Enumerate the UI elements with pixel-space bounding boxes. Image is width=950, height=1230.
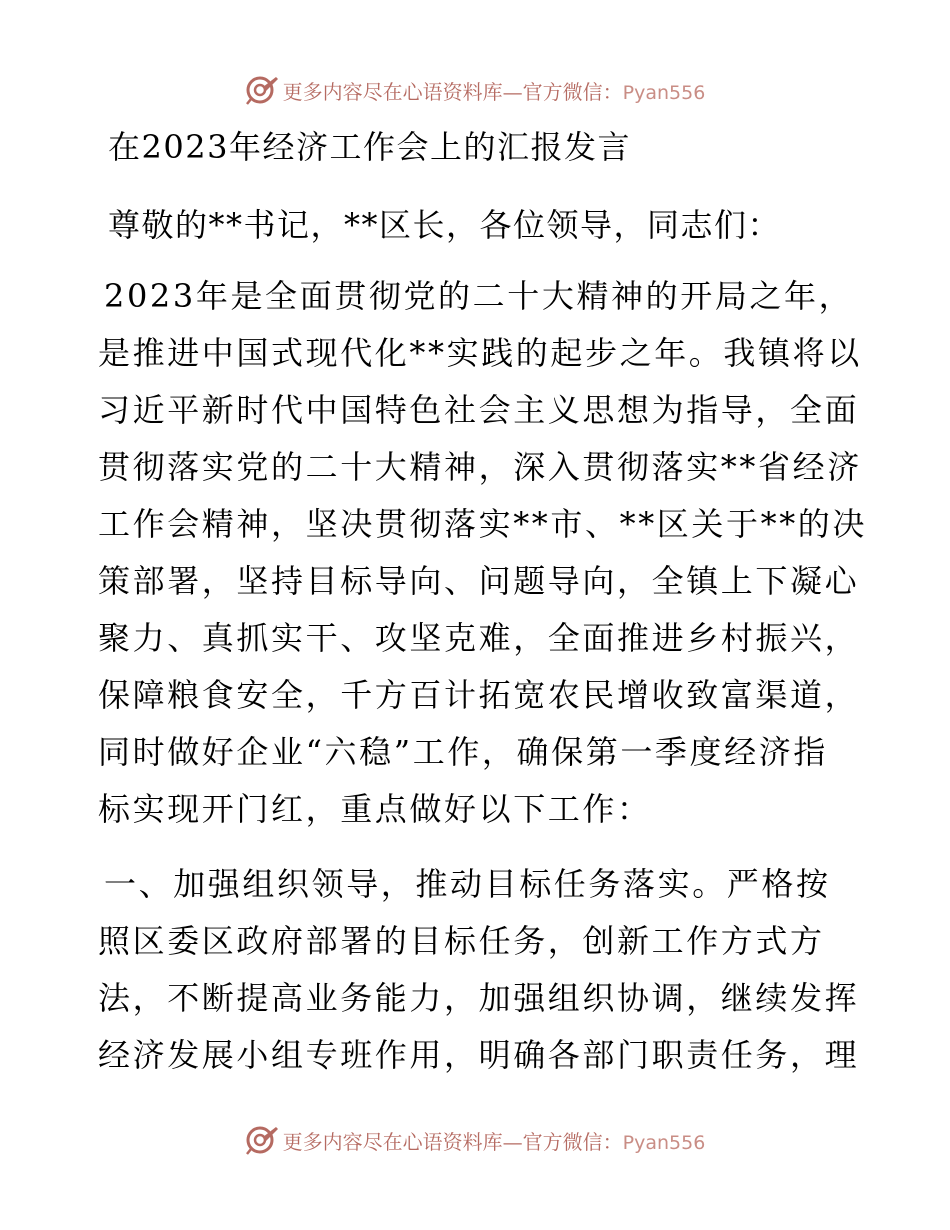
banner-wechat-id: Pyan556 <box>622 81 706 104</box>
pen-logo-icon <box>245 73 279 107</box>
paragraph-line: 经济发展小组专班作用，明确各部门职责任务，理 <box>98 1036 860 1074</box>
document-body <box>98 118 868 1084</box>
footer-watermark-banner <box>0 1120 950 1160</box>
paragraph-line: 法，不断提高业务能力，加强组织协调，继续发挥 <box>98 979 860 1017</box>
paragraph-2 <box>98 856 858 1084</box>
paragraph-line: 聚力、真抓实干、攻坚克难，全面推进乡村振兴， <box>98 619 860 657</box>
paragraph-line: 标实现开门红，重点做好以下工作： <box>98 790 652 828</box>
header-watermark-banner <box>0 70 950 110</box>
document-title: 在2023年经济工作会上的汇报发言 <box>108 128 631 166</box>
pen-logo-icon <box>245 1123 279 1157</box>
salutation: 尊敬的**书记，**区长，各位领导，同志们： <box>108 206 782 244</box>
paragraph-1 <box>98 268 868 838</box>
banner-slogan: 更多内容尽在心语资料库—官方微信： <box>282 79 623 104</box>
paragraph-line: 工作会精神，坚决贯彻落实**市、**区关于**的决 <box>98 505 868 543</box>
banner-wechat-id: Pyan556 <box>622 1131 706 1154</box>
paragraph-line: 2023年是全面贯彻党的二十大精神的开局之年， <box>104 277 854 315</box>
banner-text <box>283 1126 706 1155</box>
paragraph-line: 习近平新时代中国特色社会主义思想为指导，全面 <box>98 391 860 429</box>
paragraph-line: 保障粮食安全，千方百计拓宽农民增收致富渠道， <box>98 676 860 714</box>
paragraph-line: 同时做好企业“六稳”工作，确保第一季度经济指 <box>98 733 828 771</box>
paragraph-line: 贯彻落实党的二十大精神，深入贯彻落实**省经济 <box>98 448 862 486</box>
paragraph-line: 一、加强组织领导，推动目标任务落实。严格按 <box>104 865 831 903</box>
paragraph-line: 是推进中国式现代化**实践的起步之年。我镇将以 <box>98 334 862 372</box>
paragraph-line: 策部署，坚持目标导向、问题导向，全镇上下凝心 <box>98 562 860 600</box>
paragraph-line: 照区委区政府部署的目标任务，创新工作方式方 <box>98 922 825 960</box>
banner-text <box>283 76 706 105</box>
banner-slogan: 更多内容尽在心语资料库—官方微信： <box>282 1129 623 1154</box>
